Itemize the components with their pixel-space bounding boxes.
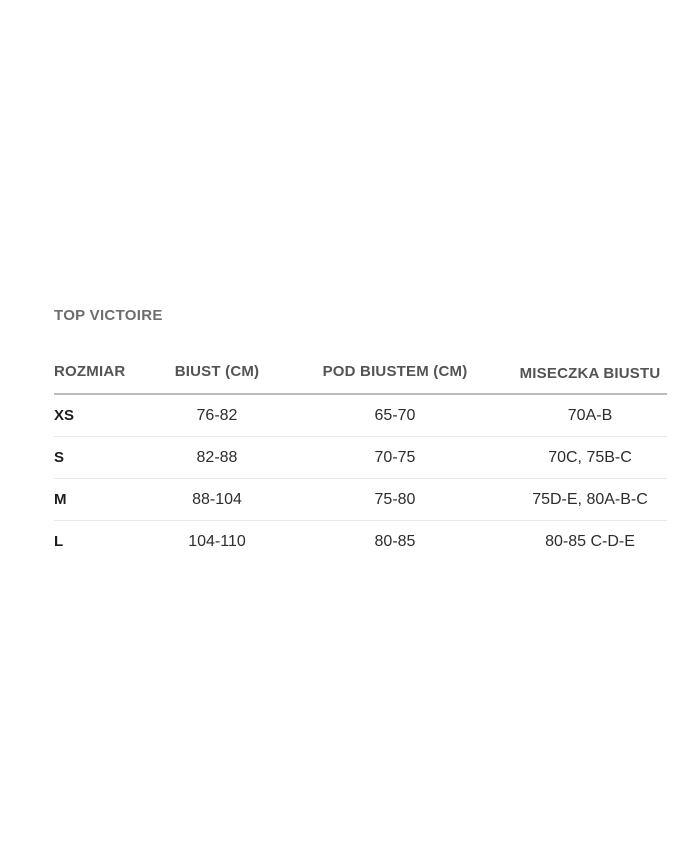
- underbust-cell: 65-70: [374, 406, 416, 424]
- cup-cell: 70C, 75B-C: [548, 448, 632, 466]
- size-chart-title: TOP VICTOIRE: [54, 307, 163, 324]
- underbust-cell: 75-80: [374, 490, 416, 508]
- cup-cell: 80-85 C-D-E: [545, 532, 635, 550]
- column-header-miseczka-biustu: MISECZKA BIUSTU: [519, 365, 661, 382]
- bust-cell: 104-110: [188, 532, 246, 550]
- bust-cell: 82-88: [196, 448, 238, 466]
- table-row-l: [54, 521, 667, 562]
- bust-cell: 88-104: [192, 490, 242, 508]
- size-cell: L: [54, 533, 64, 550]
- bust-cell: 76-82: [196, 406, 238, 424]
- size-table: [54, 363, 667, 562]
- cup-cell: 70A-B: [567, 406, 613, 424]
- size-cell: XS: [54, 407, 75, 424]
- table-row-xs: [54, 395, 667, 437]
- size-cell: S: [54, 449, 65, 466]
- table-row-s: [54, 437, 667, 479]
- column-header-pod-biustem: POD BIUSTEM (CM): [322, 363, 468, 380]
- column-header-biust: BIUST (CM): [174, 363, 260, 380]
- size-cell: M: [54, 491, 67, 508]
- cup-cell: 75D-E, 80A-B-C: [532, 490, 648, 508]
- underbust-cell: 70-75: [374, 448, 416, 466]
- column-header-rozmiar: ROZMIAR: [54, 363, 126, 380]
- size-chart-section: [54, 306, 667, 562]
- table-row-m: [54, 479, 667, 521]
- underbust-cell: 80-85: [374, 532, 416, 550]
- size-table-header-row: [54, 363, 667, 395]
